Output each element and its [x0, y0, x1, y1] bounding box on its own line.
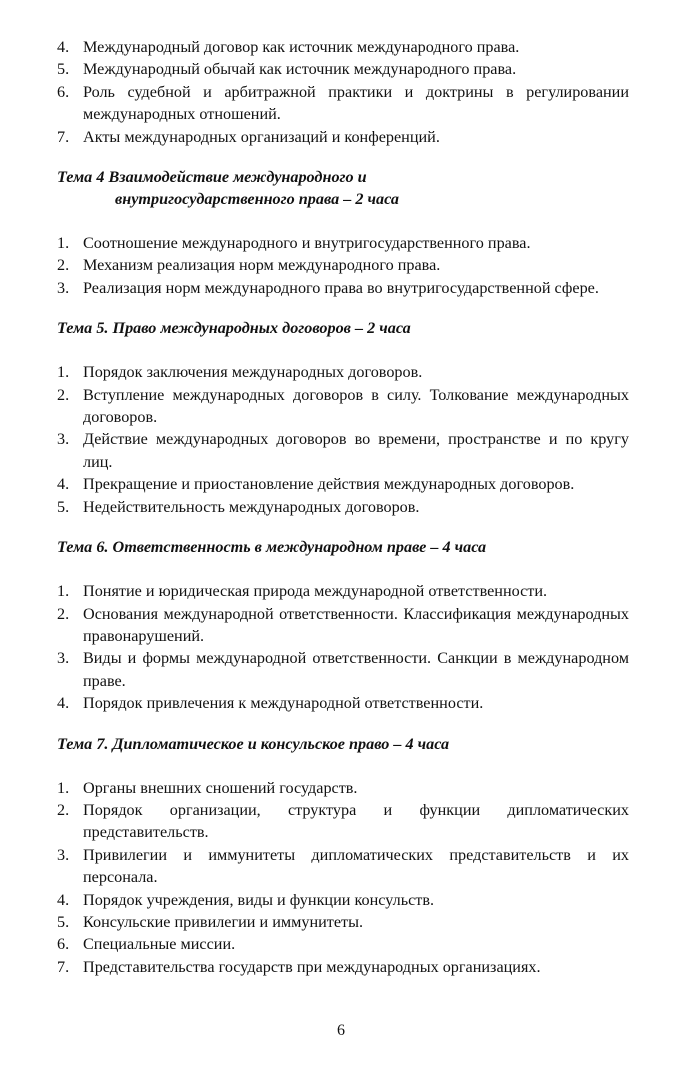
page-content	[57, 36, 629, 978]
list-item: 3. Действие международных договоров во времени, пространстве и по кругу лиц.	[57, 430, 629, 471]
list-item: 7. Акты международных организаций и конференций.	[57, 127, 440, 146]
list-item: 4. Прекращение и приостановление действия международных договоров.	[57, 475, 575, 494]
list-item: 4. Порядок учреждения, виды и функции консульств.	[57, 890, 435, 909]
topic6-heading: Тема 6. Ответственность в международном праве – 4 часа	[57, 538, 487, 557]
topic3-list-continuation	[57, 36, 629, 148]
list-item: 4. Порядок привлечения к международной ответственности.	[57, 694, 484, 713]
topic7-list	[57, 777, 629, 979]
topic4-heading: Тема 4 Взаимодействие международного и внутригосударственного права – 2 часа	[57, 168, 399, 209]
list-item: 6. Роль судебной и арбитражной практики и доктрины в регулировании международных отношений.	[57, 82, 629, 124]
page-number: 6	[337, 1022, 345, 1039]
list-item: 1. Органы внешних сношений государств.	[57, 778, 358, 797]
list-item: 6. Специальные миссии.	[57, 935, 236, 954]
list-item: 2. Вступление международных договоров в силу. Толкование международных договоров.	[57, 385, 629, 427]
topic6-list	[57, 580, 629, 714]
list-item: 3. Реализация норм международного права во внутригосударственной сфере.	[57, 278, 599, 297]
list-item: 5. Недействительность международных договоров.	[57, 497, 420, 516]
topic5-heading: Тема 5. Право международных договоров – 2 часа	[57, 319, 411, 338]
list-item: 2. Механизм реализация норм международного права.	[57, 256, 441, 275]
topic7-heading: Тема 7. Дипломатическое и консульское право – 4 часа	[57, 734, 450, 753]
list-item: 1. Понятие и юридическая природа международной ответственности.	[57, 582, 548, 601]
list-item: 1. Соотношение международного и внутригосударственного права.	[57, 234, 531, 253]
list-item: 3. Виды и формы международной ответственности. Санкции в международном праве.	[57, 649, 629, 690]
list-item: 5. Консульские привилегии и иммунитеты.	[57, 912, 364, 931]
list-item: 2. Основания международной ответственности. Классификация международных правонарушений.	[57, 604, 629, 645]
topic4-list	[57, 232, 629, 299]
list-item: 3. Привилегии и иммунитеты дипломатических представительств и их персонала.	[57, 845, 629, 887]
list-item: 4. Международный договор как источник международного права.	[57, 38, 520, 56]
list-item: 7. Представительства государств при международных организациях.	[57, 957, 541, 976]
topic5-list	[57, 361, 629, 518]
list-item: 2. Порядок организации, структура и функции дипломатических представительств.	[57, 800, 629, 842]
list-item: 1. Порядок заключения международных договоров.	[57, 363, 423, 382]
list-item: 5. Международный обычай как источник международного права.	[57, 60, 517, 79]
